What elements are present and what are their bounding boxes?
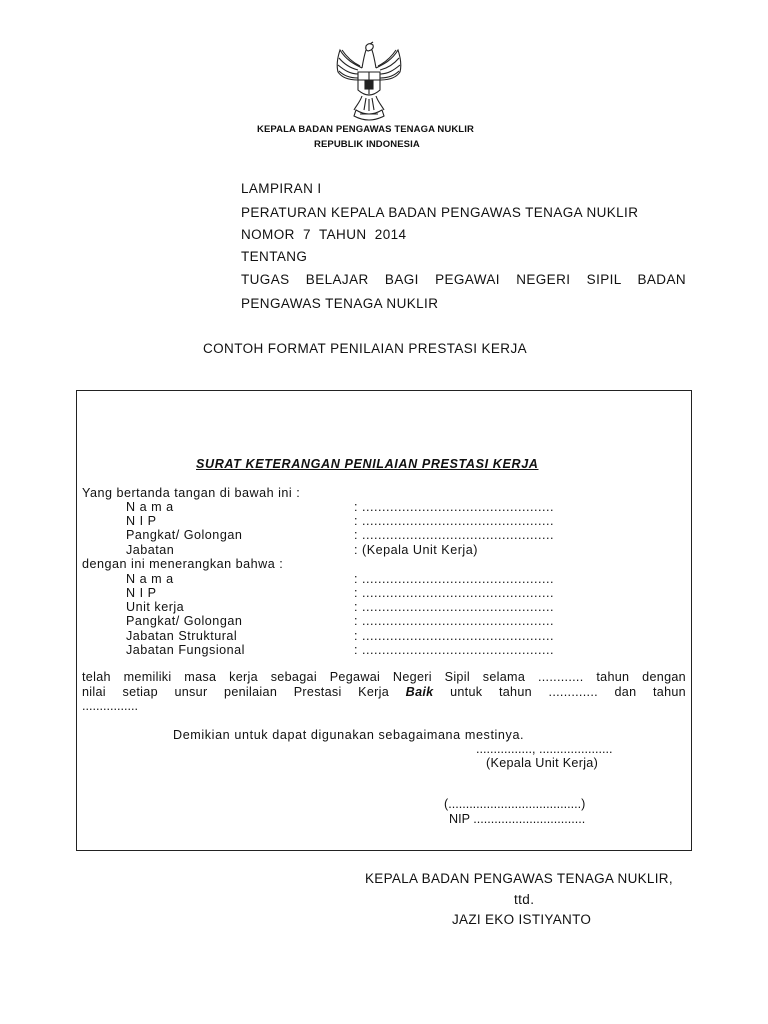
lampiran-line-1: LAMPIRAN I <box>241 181 322 196</box>
field-value: : (Kepala Unit Kerja) <box>354 543 478 557</box>
field-value: : ................................................ <box>354 528 554 542</box>
field-label: N I P <box>126 514 157 528</box>
footer-title: KEPALA BADAN PENGAWAS TENAGA NUKLIR, <box>365 871 673 886</box>
field-value: : ................................................ <box>354 643 554 657</box>
place-date: ................, ..................... <box>476 742 613 756</box>
field-label: N a m a <box>126 500 174 514</box>
field-value: : ................................................ <box>354 586 554 600</box>
footer-name: JAZI EKO ISTIYANTO <box>452 912 592 927</box>
header-institution: KEPALA BADAN PENGAWAS TENAGA NUKLIR <box>257 124 474 135</box>
sign-name: (......................................) <box>444 797 586 811</box>
statement-rating: Baik <box>405 685 434 699</box>
field-label: N I P <box>126 586 157 600</box>
field-label: N a m a <box>126 572 174 586</box>
sign-role: (Kepala Unit Kerja) <box>486 756 599 770</box>
garuda-emblem <box>326 38 412 126</box>
lampiran-line-6: PENGAWAS TENAGA NUKLIR <box>241 296 439 311</box>
header-country: REPUBLIK INDONESIA <box>314 139 420 150</box>
field-label: Jabatan Fungsional <box>126 643 245 657</box>
field-label: Unit kerja <box>126 600 185 614</box>
lampiran-line-2: PERATURAN KEPALA BADAN PENGAWAS TENAGA NUKLIR <box>241 205 639 220</box>
form-intro-signer: Yang bertanda tangan di bawah ini : <box>82 486 301 500</box>
lampiran-line-4: TENTANG <box>241 249 308 264</box>
field-label: Jabatan <box>126 543 175 557</box>
field-value: : ................................................ <box>354 629 554 643</box>
field-label: Jabatan Struktural <box>126 629 238 643</box>
field-label: Pangkat/ Golongan <box>126 528 243 542</box>
field-value: : ................................................ <box>354 572 554 586</box>
footer-ttd: ttd. <box>514 892 535 907</box>
statement-line-1: telah memiliki masa kerja sebagai Pegawai Negeri Sipil selama ............ tahun dengan <box>82 670 686 684</box>
statement-line-2-end: untuk tahun ............. dan tahun <box>450 685 686 699</box>
field-value: : ................................................ <box>354 514 554 528</box>
field-value: : ................................................ <box>354 500 554 514</box>
lampiran-line-3: NOMOR 7 TAHUN 2014 <box>241 227 407 242</box>
form-title: SURAT KETERANGAN PENILAIAN PRESTASI KERJA <box>196 457 539 471</box>
lampiran-line-5: TUGAS BELAJAR BAGI PEGAWAI NEGERI SIPIL BADAN <box>241 272 686 287</box>
field-value: : ................................................ <box>354 600 554 614</box>
field-label: Pangkat/ Golongan <box>126 614 243 628</box>
statement-line-2-start: nilai setiap unsur penilaian Prestasi Kerja <box>82 685 390 699</box>
closing-sentence: Demikian untuk dapat digunakan sebagaimana mestinya. <box>173 728 525 742</box>
contoh-title: CONTOH FORMAT PENILAIAN PRESTASI KERJA <box>203 341 528 356</box>
form-intro-subject: dengan ini menerangkan bahwa : <box>82 557 284 571</box>
statement-line-2 <box>82 685 686 699</box>
sign-nip: NIP ................................ <box>449 812 586 826</box>
field-value: : ................................................ <box>354 614 554 628</box>
statement-line-3: ................ <box>82 699 138 713</box>
